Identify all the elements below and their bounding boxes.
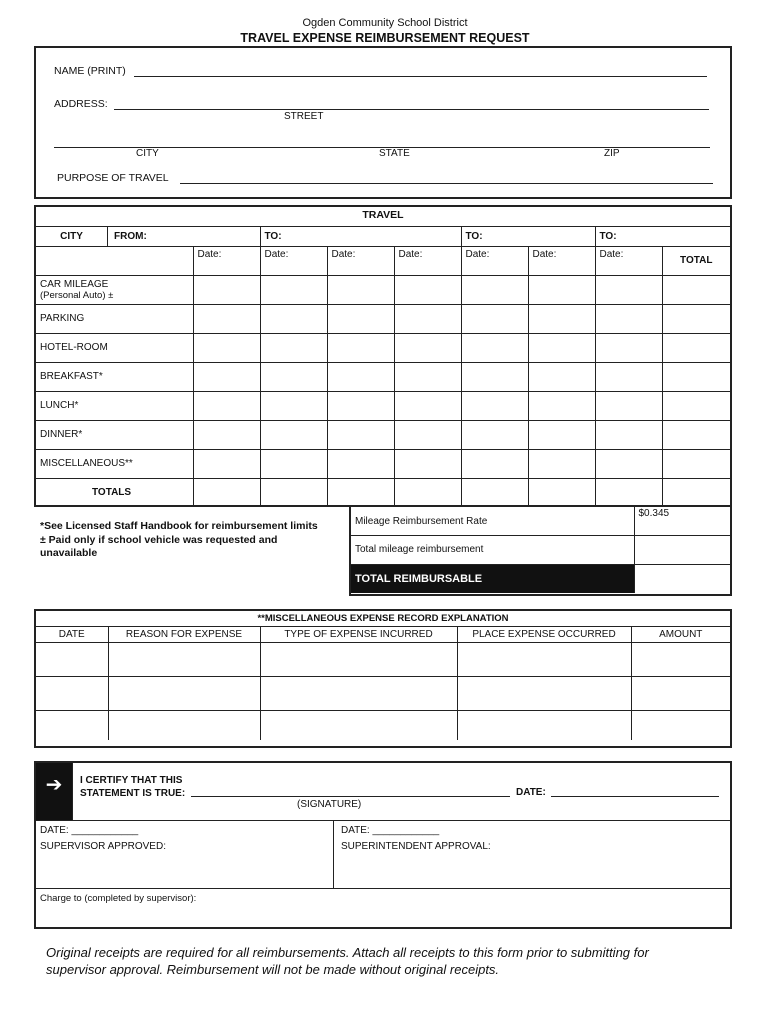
cell[interactable]	[108, 643, 260, 677]
cell[interactable]	[595, 304, 662, 333]
cell[interactable]	[528, 362, 595, 391]
cell[interactable]	[36, 643, 108, 677]
cell[interactable]	[193, 391, 260, 420]
cell[interactable]	[260, 275, 327, 304]
cell[interactable]	[461, 275, 528, 304]
total-reimbursable-field[interactable]	[634, 564, 730, 593]
cell[interactable]	[327, 449, 394, 478]
cert-date-field[interactable]	[551, 796, 719, 797]
name-field[interactable]	[134, 76, 707, 77]
rate-table	[351, 507, 730, 593]
cell[interactable]	[394, 275, 461, 304]
total-mileage-field[interactable]	[634, 536, 730, 565]
zip-label: ZIP	[604, 148, 620, 159]
purpose-label: PURPOSE OF TRAVEL	[57, 172, 169, 184]
charge-to-label: Charge to (completed by supervisor):	[40, 893, 197, 904]
cell[interactable]	[662, 304, 730, 333]
cell[interactable]	[595, 333, 662, 362]
cell[interactable]	[260, 362, 327, 391]
cell[interactable]	[193, 304, 260, 333]
name-label: NAME (PRINT)	[54, 65, 126, 77]
row-label-parking: PARKING	[36, 304, 193, 333]
row-label-lunch: LUNCH*	[36, 391, 193, 420]
cell[interactable]	[528, 420, 595, 449]
street-field[interactable]	[114, 109, 709, 110]
car-mileage-sub: (Personal Auto) ±	[40, 289, 114, 301]
cell[interactable]	[528, 478, 595, 507]
cell[interactable]	[662, 333, 730, 362]
col-amount: AMOUNT	[631, 627, 730, 643]
cell[interactable]	[457, 643, 631, 677]
cell[interactable]	[394, 362, 461, 391]
date-cell[interactable]: Date:	[595, 246, 662, 275]
cell[interactable]	[461, 449, 528, 478]
cell[interactable]	[394, 420, 461, 449]
cell[interactable]	[595, 275, 662, 304]
cell[interactable]	[327, 275, 394, 304]
cell[interactable]	[461, 362, 528, 391]
cell[interactable]	[528, 304, 595, 333]
cell[interactable]	[457, 711, 631, 740]
form-title: TRAVEL EXPENSE REIMBURSEMENT REQUEST	[240, 31, 530, 45]
cell[interactable]	[394, 449, 461, 478]
cell[interactable]	[631, 711, 730, 740]
city-header: CITY	[36, 227, 108, 246]
cell[interactable]	[327, 333, 394, 362]
cell[interactable]	[193, 333, 260, 362]
misc-title: **MISCELLANEOUS EXPENSE RECORD EXPLANATION	[257, 613, 509, 624]
divider	[72, 763, 73, 820]
col-reason: REASON FOR EXPENSE	[108, 627, 260, 643]
cell[interactable]	[394, 333, 461, 362]
cell[interactable]	[36, 677, 108, 711]
purpose-field[interactable]	[180, 183, 713, 184]
divider	[36, 888, 730, 889]
cell[interactable]	[394, 391, 461, 420]
cert-date-label: DATE:	[516, 787, 546, 798]
cell[interactable]	[595, 391, 662, 420]
travel-title: TRAVEL	[36, 207, 730, 226]
cell[interactable]	[193, 420, 260, 449]
cell[interactable]	[461, 420, 528, 449]
cell[interactable]	[193, 275, 260, 304]
state-label: STATE	[379, 148, 410, 159]
cell[interactable]	[461, 391, 528, 420]
superintendent-date[interactable]: DATE: ____________	[341, 825, 440, 836]
cell[interactable]	[662, 478, 730, 507]
row-label-hotel: HOTEL-ROOM	[36, 333, 193, 362]
cell[interactable]	[631, 677, 730, 711]
col-date: DATE	[36, 627, 108, 643]
cell[interactable]	[461, 333, 528, 362]
cell[interactable]	[193, 478, 260, 507]
cell[interactable]	[260, 420, 327, 449]
totals-label: TOTALS	[36, 478, 193, 507]
to-header-1: TO:	[260, 226, 461, 246]
reimbursement-notes: *See Licensed Staff Handbook for reimbursement limits ± Paid only if school vehicle was requested and unavailable	[40, 520, 318, 559]
cell[interactable]	[327, 420, 394, 449]
cell[interactable]	[260, 391, 327, 420]
street-label: STREET	[284, 111, 324, 122]
cell[interactable]	[108, 677, 260, 711]
cell[interactable]	[595, 478, 662, 507]
col-place: PLACE EXPENSE OCCURRED	[457, 627, 631, 643]
cell[interactable]	[327, 362, 394, 391]
date-cell[interactable]: Date:	[461, 246, 528, 275]
cell[interactable]	[528, 275, 595, 304]
cell[interactable]	[193, 449, 260, 478]
cell[interactable]	[595, 362, 662, 391]
signature-label: (SIGNATURE)	[297, 799, 362, 810]
cell[interactable]	[528, 391, 595, 420]
cell[interactable]	[457, 677, 631, 711]
misc-table	[36, 611, 730, 740]
district-name: Ogden Community School District	[302, 17, 468, 29]
cell[interactable]	[662, 420, 730, 449]
divider	[333, 821, 334, 889]
cell[interactable]	[327, 391, 394, 420]
cell[interactable]	[327, 304, 394, 333]
cell[interactable]	[662, 449, 730, 478]
to-header-3: TO:	[595, 226, 730, 246]
superintendent-approval-label: SUPERINTENDENT APPROVAL:	[341, 841, 491, 852]
date-cell[interactable]: Date:	[394, 246, 461, 275]
date-cell[interactable]: Date:	[260, 246, 327, 275]
cell[interactable]	[662, 391, 730, 420]
cell[interactable]	[394, 304, 461, 333]
mileage-rate-value: $0.345	[634, 507, 730, 536]
cell[interactable]	[595, 420, 662, 449]
cell[interactable]	[631, 643, 730, 677]
total-reimbursable-label: TOTAL REIMBURSABLE	[351, 564, 634, 593]
row-label-car-mileage: CAR MILEAGE (Personal Auto) ±	[36, 275, 193, 304]
footer-note: Original receipts are required for all reimbursements. Attach all receipts to this form prior to submitting for supervisor approval. Reimbursement will not be made without original receipts.	[46, 945, 649, 977]
row-label-dinner: DINNER*	[36, 420, 193, 449]
date-cell[interactable]: Date:	[193, 246, 260, 275]
certify-statement: I CERTIFY THAT THIS STATEMENT IS TRUE:	[80, 775, 186, 799]
address-label: ADDRESS:	[54, 98, 108, 110]
city-label: CITY	[136, 148, 159, 159]
date-cell[interactable]: Date:	[327, 246, 394, 275]
total-mileage-label: Total mileage reimbursement	[351, 536, 634, 565]
date-cell[interactable]: Date:	[528, 246, 595, 275]
supervisor-date[interactable]: DATE: ____________	[40, 825, 139, 836]
mileage-rate-label: Mileage Reimbursement Rate	[351, 507, 634, 536]
cell[interactable]	[327, 478, 394, 507]
supervisor-approved-label: SUPERVISOR APPROVED:	[40, 841, 166, 852]
cell[interactable]	[528, 449, 595, 478]
cell[interactable]	[36, 711, 108, 740]
cell[interactable]	[260, 643, 457, 677]
from-header: FROM:	[114, 230, 147, 242]
cell[interactable]	[662, 275, 730, 304]
col-type: TYPE OF EXPENSE INCURRED	[260, 627, 457, 643]
cell[interactable]	[595, 449, 662, 478]
cell[interactable]	[662, 362, 730, 391]
travel-table	[36, 207, 730, 507]
cell[interactable]	[260, 478, 327, 507]
cell[interactable]	[461, 478, 528, 507]
cell[interactable]	[260, 711, 457, 740]
cell[interactable]	[260, 304, 327, 333]
cell[interactable]	[260, 449, 327, 478]
signature-field[interactable]	[191, 796, 510, 797]
cell[interactable]	[528, 333, 595, 362]
cell[interactable]	[193, 362, 260, 391]
total-header: TOTAL	[662, 246, 730, 275]
cell[interactable]	[461, 304, 528, 333]
cell[interactable]	[260, 677, 457, 711]
to-header-2: TO:	[461, 226, 595, 246]
cell[interactable]	[260, 333, 327, 362]
divider	[36, 820, 730, 821]
cell[interactable]	[108, 711, 260, 740]
arrow-icon: ➔	[36, 763, 72, 820]
row-label-misc: MISCELLANEOUS**	[36, 449, 193, 478]
cell[interactable]	[394, 478, 461, 507]
row-label-breakfast: BREAKFAST*	[36, 362, 193, 391]
